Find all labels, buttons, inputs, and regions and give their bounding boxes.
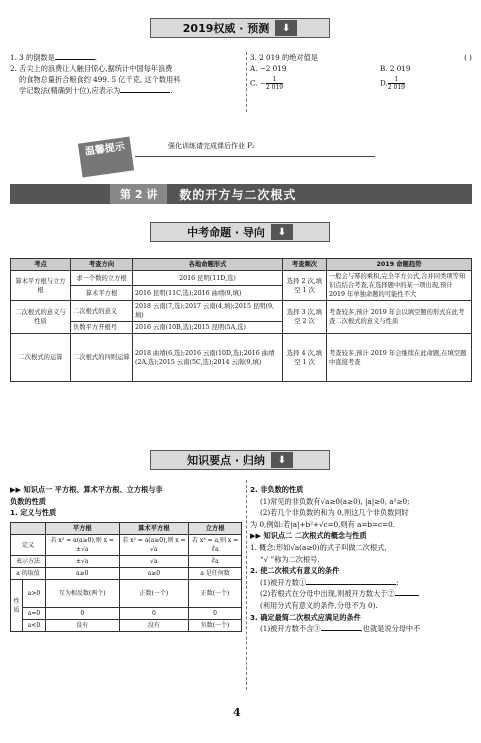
- question-3: 3. 2 019 的绝对值是 ( ) A. −2 019 B. 2 019 C. − $\frac{1}{2 019}$ D. $\frac{1}{2 019}$: [250, 53, 472, 91]
- arrow-down-icon: ⬇: [275, 20, 297, 36]
- knowledge-right: 2. 非负数的性质 (1)常见的非负数有√a≥0(a≥0), |a|≥0, a²≥0; (2)若几个非负数的和为 0,则这几个非负数同时 为 0,例如:若|a|+b²+√c=0,则有 a=b=c=0. ▶▶ 知识点二 二次根式的概念与性质 1. 概念:形如√a(a≥0)的式子叫做二次根式, “√ ”称为二次根号. 2. 使二次根式有意义的条件 (1)被开方数① ; (2)若根式在分母中出现,则被开方数大于② (利用分式有意义的条件,分母不为 0). 3. 确定最简二次根式应满足的条件 (1)被开方数不含③ ,也就是说分母中不: [250, 485, 421, 634]
- question-2: 2. 舌尖上的浪费让人触目惊心,据统计中国每年浪费 的食物总量折合粮食约 499. 5 亿千克, 这个数用科 学记数法(精确到十位),应表示为 .: [10, 64, 181, 95]
- section-banner-summary: 知识要点 · 归纳 ⬇: [150, 450, 330, 470]
- roots-table: 平方根 算术平方根 立方根 定义 若 x² = a(a≥0),则 x = ±√a 若 x² = a(a≥0),则 x = √a 若 x³ = a,则 x = ∛a 表示方法 ±√a √a ∛a a 的取值 a≥0 a≥0 a 是任何数 性质 a>0 互为相反数(两个) 正数(一个) 正数(一个) a=0 0 0 0 a<0 没有 没有 负数(一个): [10, 522, 242, 632]
- lecture-header: 第 2 讲 数的开方与二次根式: [10, 184, 472, 204]
- page-number: 4: [233, 706, 241, 719]
- question-1: 1. 3 的倒数是 .: [10, 53, 98, 62]
- exam-table: 考点 考查方向 各地命题形式 考查频次 2019 命题趋势 算术平方根与立方根 求一个数的立方根 2016 昆明(11D,选) 选择 2 次,填空 1 次 一般会与幂的乘积,完全平方公式,合并同类项等知识点结合考查,在选择题中的某一项出现,预计 2019 年单独命题的可能性不大 算术平方根 2016 昆明(11C,选);2016 曲靖(9,填) 二次根式的意义与性质 二次根式的意义 2018 云南(7,选);2017 云南(4,填);2015 昆明(9,填) 选择 3 次,填空 2 次 考查较多,预计 2019 年会以填空题的形式在此考查二次根式的意义与性质 负数平方开根号 2016 云南(10B,选);2015 昆明(5A,选) 二次根式的运算 二次根式的四则运算 2018 曲靖(6,选);2016 云南(10D,选);2016 曲靖(2A,选);2015 云南(5C,选);2014 云南(9,填) 选择 4 次,填空 1 次 考查较多,预计 2019 年会继续在此命题,在填空题中直接考查: [10, 258, 472, 382]
- column-divider: [246, 52, 247, 112]
- arrow-down-icon: ⬇: [271, 452, 293, 468]
- column-divider: [246, 480, 247, 690]
- banner-title: 2019权威 · 预测: [182, 22, 270, 35]
- section-banner-guide: 中考命题 · 导向 ⬇: [150, 222, 330, 242]
- knowledge-left: ▶▶ 知识点一 平方根、算术平方根、立方根与非 负数的性质 1. 定义与性质: [10, 485, 163, 518]
- arrow-down-icon: ⬇: [271, 224, 293, 240]
- reminder-text: 强化训练请完成课后作业 P₂: [168, 142, 255, 150]
- reminder-rule: [135, 156, 375, 157]
- reminder-stamp: 温馨提示: [78, 137, 134, 178]
- section-banner-forecast: [150, 18, 330, 38]
